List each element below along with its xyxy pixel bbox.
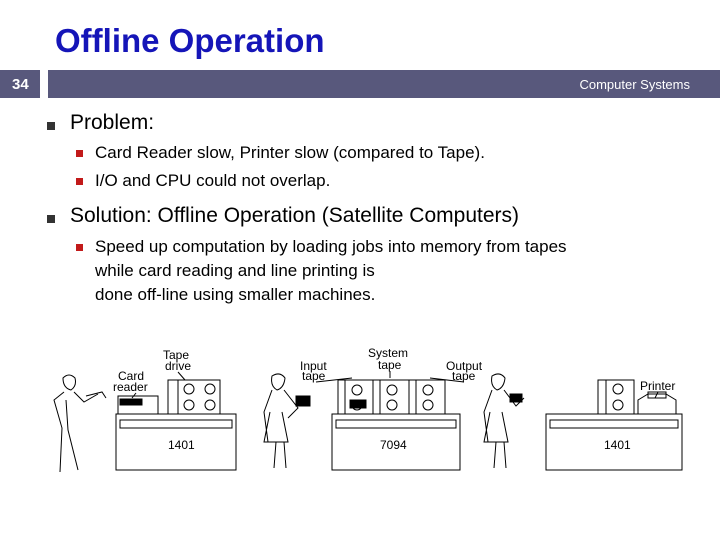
machine-left-label: 1401 xyxy=(168,438,195,452)
printer-label: Printer xyxy=(640,379,676,393)
tape-drive-label-2: drive xyxy=(165,359,192,373)
problem-item-1: Card Reader slow, Printer slow (compared to Tape). xyxy=(95,143,485,162)
slide-number: 34 xyxy=(12,76,29,93)
slide-title: Offline Operation xyxy=(55,22,325,59)
solution-heading: Solution: Offline Operation (Satellite Computers) xyxy=(70,204,519,227)
course-name: Computer Systems xyxy=(579,77,690,92)
card-reader-label-2: reader xyxy=(113,380,148,394)
solution-item-line-1: Speed up computation by loading jobs into memory from tapes xyxy=(95,237,567,256)
problem-heading: Problem: xyxy=(70,111,155,134)
system-tape-label-1: System xyxy=(368,346,409,360)
machine-center-label: 7094 xyxy=(380,438,407,452)
problem-item-2: I/O and CPU could not overlap. xyxy=(95,171,331,190)
output-tape-label-2: tape xyxy=(452,369,476,383)
card-reader-label-1: Card xyxy=(118,369,145,383)
output-tape-label-1: Output xyxy=(446,359,483,373)
solution-item-line-3: done off-line using smaller machines. xyxy=(95,285,376,304)
machine-right-label: 1401 xyxy=(604,438,631,452)
tape-drive-label-1: Tape xyxy=(163,348,190,362)
system-tape-label-2: tape xyxy=(378,358,402,372)
solution-item-line-2: while card reading and line printing is xyxy=(95,261,375,280)
input-tape-label-2: tape xyxy=(302,369,326,383)
input-tape-label-1: Input xyxy=(300,359,327,373)
